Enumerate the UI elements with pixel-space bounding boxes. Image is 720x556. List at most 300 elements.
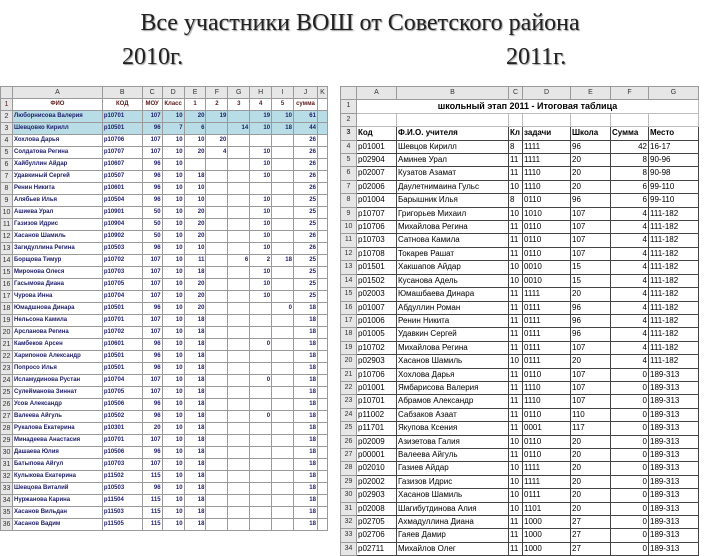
score-cell[interactable] — [228, 243, 250, 255]
school-cell[interactable]: 110 — [571, 408, 611, 421]
school-cell[interactable]: 15 — [571, 274, 611, 287]
school-cell[interactable]: 20 — [571, 180, 611, 193]
sum-cell[interactable]: 18 — [293, 423, 317, 435]
score-cell[interactable] — [250, 387, 272, 399]
score-cell[interactable] — [228, 519, 250, 531]
sum-cell[interactable]: 44 — [293, 123, 317, 135]
name-cell[interactable]: Чурова Инна — [12, 291, 102, 303]
row-number[interactable]: 29 — [1, 435, 13, 447]
score-cell[interactable] — [206, 219, 228, 231]
sum-cell[interactable]: 6 — [611, 180, 649, 193]
table-cell[interactable] — [523, 113, 571, 126]
code-cell[interactable]: p02903 — [357, 355, 397, 368]
table-cell[interactable] — [317, 123, 327, 135]
tasks-cell[interactable]: 0110 — [523, 194, 571, 207]
code-cell[interactable]: р10501 — [102, 303, 142, 315]
sum-cell[interactable]: 18 — [293, 507, 317, 519]
sum-cell[interactable]: 26 — [293, 183, 317, 195]
sum-cell[interactable]: 4 — [611, 274, 649, 287]
code-cell[interactable]: р10701 — [102, 315, 142, 327]
column-header[interactable]: Код — [357, 127, 397, 140]
class-cell[interactable]: 11 — [509, 221, 523, 234]
table-cell[interactable] — [317, 279, 327, 291]
row-number[interactable]: 10 — [1, 207, 13, 219]
code-cell[interactable]: р10704 — [102, 375, 142, 387]
score-cell[interactable]: 20 — [184, 231, 206, 243]
score-cell[interactable] — [250, 507, 272, 519]
table-cell[interactable] — [317, 195, 327, 207]
table-cell[interactable] — [317, 387, 327, 399]
score-cell[interactable] — [250, 135, 272, 147]
row-number[interactable]: 17 — [1, 291, 13, 303]
row-number[interactable]: 5 — [1, 147, 13, 159]
name-cell[interactable]: Загидуллина Регина — [12, 243, 102, 255]
table-cell[interactable] — [317, 147, 327, 159]
score-cell[interactable] — [272, 183, 294, 195]
school-cell[interactable]: 107 — [142, 279, 162, 291]
name-cell[interactable]: Михайлова Регина — [397, 341, 509, 354]
code-cell[interactable]: p02706 — [357, 529, 397, 542]
score-cell[interactable] — [206, 483, 228, 495]
column-letter[interactable]: D — [162, 87, 184, 99]
sum-cell[interactable]: 4 — [611, 355, 649, 368]
column-header[interactable]: Кл — [509, 127, 523, 140]
row-number[interactable]: 30 — [1, 447, 13, 459]
name-cell[interactable]: Ахмадуллина Диана — [397, 516, 509, 529]
name-cell[interactable]: Ямбарисова Валерия — [397, 381, 509, 394]
place-cell[interactable]: 189-313 — [649, 368, 699, 381]
name-cell[interactable]: Аминев Урал — [397, 154, 509, 167]
code-cell[interactable]: р10301 — [102, 423, 142, 435]
score-cell[interactable]: 2 — [250, 255, 272, 267]
place-cell[interactable]: 111-182 — [649, 247, 699, 260]
sum-cell[interactable]: 18 — [293, 483, 317, 495]
class-cell[interactable]: 10 — [509, 180, 523, 193]
score-cell[interactable] — [206, 351, 228, 363]
score-cell[interactable] — [272, 207, 294, 219]
class-cell[interactable]: 10 — [162, 267, 184, 279]
column-letter[interactable] — [341, 87, 357, 100]
row-number[interactable]: 34 — [341, 542, 357, 555]
score-cell[interactable] — [272, 519, 294, 531]
table-cell[interactable] — [317, 327, 327, 339]
sum-cell[interactable]: 26 — [293, 135, 317, 147]
table-cell[interactable] — [317, 471, 327, 483]
school-cell[interactable]: 96 — [142, 123, 162, 135]
sum-cell[interactable]: 26 — [293, 171, 317, 183]
score-cell[interactable] — [272, 435, 294, 447]
name-cell[interactable]: Сатнова Камила — [397, 234, 509, 247]
class-cell[interactable]: 11 — [509, 341, 523, 354]
score-cell[interactable] — [228, 159, 250, 171]
class-cell[interactable]: 10 — [509, 462, 523, 475]
row-number[interactable]: 18 — [1, 303, 13, 315]
row-number[interactable]: 2 — [1, 111, 13, 123]
school-cell[interactable]: 107 — [142, 459, 162, 471]
row-number[interactable]: 20 — [341, 355, 357, 368]
score-cell[interactable] — [228, 351, 250, 363]
table-cell[interactable] — [317, 267, 327, 279]
class-cell[interactable]: 10 — [162, 111, 184, 123]
sum-cell[interactable]: 8 — [611, 154, 649, 167]
row-number[interactable]: 12 — [1, 231, 13, 243]
school-cell[interactable]: 20 — [571, 435, 611, 448]
score-cell[interactable] — [228, 195, 250, 207]
table-cell[interactable] — [317, 399, 327, 411]
column-letter[interactable]: J — [293, 87, 317, 99]
sum-cell[interactable]: 18 — [293, 519, 317, 531]
score-cell[interactable]: 19 — [250, 111, 272, 123]
column-letter[interactable]: G — [649, 87, 699, 100]
table-cell[interactable] — [649, 113, 699, 126]
column-letter[interactable]: G — [228, 87, 250, 99]
sum-cell[interactable]: 4 — [611, 207, 649, 220]
code-cell[interactable]: р10703 — [102, 459, 142, 471]
place-cell[interactable]: 90-96 — [649, 154, 699, 167]
sum-cell[interactable]: 18 — [293, 351, 317, 363]
code-cell[interactable]: р10705 — [102, 387, 142, 399]
row-number[interactable]: 27 — [341, 448, 357, 461]
score-cell[interactable] — [228, 291, 250, 303]
column-letter[interactable]: B — [397, 87, 509, 100]
row-number[interactable]: 5 — [341, 154, 357, 167]
score-cell[interactable] — [228, 363, 250, 375]
school-cell[interactable]: 96 — [142, 411, 162, 423]
sum-cell[interactable]: 0 — [611, 462, 649, 475]
code-cell[interactable]: р10701 — [102, 435, 142, 447]
score-cell[interactable]: 6 — [184, 123, 206, 135]
score-cell[interactable] — [272, 471, 294, 483]
name-cell[interactable]: Хасанов Шамиль — [12, 231, 102, 243]
score-cell[interactable] — [206, 375, 228, 387]
score-cell[interactable] — [206, 363, 228, 375]
score-cell[interactable]: 18 — [184, 387, 206, 399]
school-cell[interactable]: 20 — [571, 489, 611, 502]
code-cell[interactable]: р10502 — [102, 411, 142, 423]
class-cell[interactable]: 10 — [162, 291, 184, 303]
tasks-cell[interactable]: 0111 — [523, 314, 571, 327]
score-cell[interactable] — [228, 459, 250, 471]
score-cell[interactable] — [206, 183, 228, 195]
score-cell[interactable]: 0 — [250, 375, 272, 387]
code-cell[interactable]: р10504 — [102, 195, 142, 207]
class-cell[interactable]: 10 — [162, 147, 184, 159]
score-cell[interactable] — [206, 435, 228, 447]
name-cell[interactable]: Сулейманова Зиннат — [12, 387, 102, 399]
row-number[interactable]: 19 — [341, 341, 357, 354]
code-cell[interactable]: р10702 — [102, 255, 142, 267]
class-cell[interactable]: 10 — [162, 195, 184, 207]
score-cell[interactable]: 10 — [250, 243, 272, 255]
score-cell[interactable] — [272, 483, 294, 495]
school-cell[interactable]: 107 — [571, 395, 611, 408]
table-cell[interactable] — [317, 171, 327, 183]
table-cell[interactable] — [397, 113, 509, 126]
name-cell[interactable]: Абрамов Александр — [397, 395, 509, 408]
score-cell[interactable]: 20 — [184, 303, 206, 315]
code-cell[interactable]: p00001 — [357, 448, 397, 461]
school-cell[interactable]: 107 — [142, 111, 162, 123]
score-cell[interactable]: 0 — [250, 411, 272, 423]
score-cell[interactable] — [272, 387, 294, 399]
name-cell[interactable]: Борщова Тимур — [12, 255, 102, 267]
name-cell[interactable]: Юмадшнова Динара — [12, 303, 102, 315]
score-cell[interactable]: 18 — [272, 123, 294, 135]
place-cell[interactable]: 189-313 — [649, 381, 699, 394]
tasks-cell[interactable]: 1110 — [523, 180, 571, 193]
table-cell[interactable] — [317, 507, 327, 519]
code-cell[interactable]: p01006 — [357, 314, 397, 327]
row-number[interactable]: 26 — [1, 399, 13, 411]
row-number[interactable]: 15 — [341, 288, 357, 301]
code-cell[interactable]: р11503 — [102, 507, 142, 519]
table-cell[interactable] — [317, 447, 327, 459]
school-cell[interactable]: 20 — [571, 167, 611, 180]
sum-cell[interactable]: 0 — [611, 489, 649, 502]
score-cell[interactable] — [206, 291, 228, 303]
class-cell[interactable]: 10 — [162, 507, 184, 519]
place-cell[interactable]: 189-313 — [649, 395, 699, 408]
class-cell[interactable]: 11 — [509, 529, 523, 542]
score-cell[interactable] — [272, 195, 294, 207]
sum-cell[interactable]: 25 — [293, 195, 317, 207]
name-cell[interactable]: Удавкин Сергей — [397, 328, 509, 341]
class-cell[interactable]: 11 — [509, 328, 523, 341]
row-number[interactable]: 34 — [1, 495, 13, 507]
tasks-cell[interactable]: 1000 — [523, 516, 571, 529]
score-cell[interactable] — [272, 507, 294, 519]
sum-cell[interactable]: 6 — [611, 194, 649, 207]
row-number[interactable]: 8 — [1, 183, 13, 195]
score-cell[interactable]: 19 — [206, 111, 228, 123]
column-header[interactable]: 3 — [228, 99, 250, 111]
column-letter[interactable]: C — [509, 87, 523, 100]
score-cell[interactable] — [206, 171, 228, 183]
school-cell[interactable]: 107 — [571, 221, 611, 234]
score-cell[interactable] — [250, 315, 272, 327]
column-letter[interactable]: D — [523, 87, 571, 100]
score-cell[interactable] — [250, 495, 272, 507]
school-cell[interactable]: 107 — [142, 375, 162, 387]
score-cell[interactable] — [206, 447, 228, 459]
sum-cell[interactable]: 25 — [293, 291, 317, 303]
sum-cell[interactable]: 18 — [293, 495, 317, 507]
score-cell[interactable]: 18 — [184, 447, 206, 459]
class-cell[interactable]: 7 — [162, 123, 184, 135]
place-cell[interactable]: 111-182 — [649, 274, 699, 287]
table-cell[interactable] — [317, 111, 327, 123]
score-cell[interactable]: 10 — [272, 111, 294, 123]
sum-cell[interactable]: 18 — [293, 435, 317, 447]
code-cell[interactable]: р10503 — [102, 483, 142, 495]
code-cell[interactable]: р10506 — [102, 447, 142, 459]
sum-cell[interactable]: 0 — [611, 516, 649, 529]
class-cell[interactable]: 10 — [162, 495, 184, 507]
score-cell[interactable] — [228, 207, 250, 219]
name-cell[interactable]: Хохлова Дарья — [397, 368, 509, 381]
place-cell[interactable]: 99-110 — [649, 194, 699, 207]
score-cell[interactable] — [206, 123, 228, 135]
place-cell[interactable]: 111-182 — [649, 341, 699, 354]
sum-cell[interactable]: 4 — [611, 234, 649, 247]
score-cell[interactable] — [206, 243, 228, 255]
class-cell[interactable]: 10 — [509, 274, 523, 287]
school-cell[interactable]: 115 — [142, 519, 162, 531]
sum-cell[interactable]: 4 — [611, 314, 649, 327]
row-number[interactable]: 19 — [1, 315, 13, 327]
score-cell[interactable]: 10 — [250, 147, 272, 159]
code-cell[interactable]: p02903 — [357, 489, 397, 502]
row-number[interactable]: 3 — [1, 123, 13, 135]
score-cell[interactable]: 18 — [184, 267, 206, 279]
sum-cell[interactable]: 25 — [293, 255, 317, 267]
score-cell[interactable] — [228, 483, 250, 495]
name-cell[interactable]: Камбеков Арсен — [12, 339, 102, 351]
row-number[interactable]: 6 — [1, 159, 13, 171]
code-cell[interactable]: p10702 — [357, 341, 397, 354]
row-number[interactable]: 7 — [1, 171, 13, 183]
class-cell[interactable]: 11 — [509, 154, 523, 167]
column-letter[interactable]: F — [611, 87, 649, 100]
table-cell[interactable] — [317, 219, 327, 231]
column-letter[interactable]: I — [272, 87, 294, 99]
score-cell[interactable] — [272, 291, 294, 303]
score-cell[interactable] — [250, 423, 272, 435]
code-cell[interactable]: р10901 — [102, 207, 142, 219]
name-cell[interactable]: Кузатов Азамат — [397, 167, 509, 180]
table-cell[interactable] — [317, 291, 327, 303]
name-cell[interactable]: Шевцова Виталий — [12, 483, 102, 495]
score-cell[interactable]: 10 — [250, 171, 272, 183]
place-cell[interactable]: 111-182 — [649, 261, 699, 274]
score-cell[interactable]: 6 — [228, 255, 250, 267]
score-cell[interactable] — [206, 495, 228, 507]
place-cell[interactable]: 189-313 — [649, 422, 699, 435]
name-cell[interactable]: Минадеева Анастасия — [12, 435, 102, 447]
score-cell[interactable] — [206, 399, 228, 411]
column-header[interactable]: 4 — [250, 99, 272, 111]
column-letter[interactable]: A — [12, 87, 102, 99]
name-cell[interactable]: Хайбуллин Айдар — [12, 159, 102, 171]
school-cell[interactable]: 20 — [571, 288, 611, 301]
score-cell[interactable] — [272, 447, 294, 459]
code-cell[interactable]: p01501 — [357, 261, 397, 274]
sum-cell[interactable]: 4 — [611, 301, 649, 314]
code-cell[interactable]: р11504 — [102, 495, 142, 507]
score-cell[interactable]: 10 — [184, 183, 206, 195]
score-cell[interactable] — [250, 327, 272, 339]
score-cell[interactable]: 10 — [250, 159, 272, 171]
name-cell[interactable]: Газизов Идрис — [397, 475, 509, 488]
school-cell[interactable]: 107 — [571, 234, 611, 247]
row-number[interactable]: 1 — [341, 100, 357, 113]
score-cell[interactable]: 10 — [184, 195, 206, 207]
table-cell[interactable] — [317, 135, 327, 147]
table-cell[interactable] — [317, 435, 327, 447]
score-cell[interactable] — [228, 231, 250, 243]
place-cell[interactable]: 111-182 — [649, 355, 699, 368]
row-number[interactable]: 24 — [341, 408, 357, 421]
code-cell[interactable]: p11701 — [357, 422, 397, 435]
school-cell[interactable]: 96 — [142, 339, 162, 351]
school-cell[interactable]: 96 — [571, 328, 611, 341]
school-cell[interactable]: 107 — [142, 135, 162, 147]
code-cell[interactable]: р11505 — [102, 519, 142, 531]
score-cell[interactable]: 10 — [250, 123, 272, 135]
code-cell[interactable]: р10704 — [102, 291, 142, 303]
class-cell[interactable]: 10 — [509, 502, 523, 515]
name-cell[interactable]: Якупова Ксения — [397, 422, 509, 435]
place-cell[interactable]: 111-182 — [649, 221, 699, 234]
code-cell[interactable]: р10503 — [102, 243, 142, 255]
score-cell[interactable] — [250, 303, 272, 315]
score-cell[interactable]: 10 — [250, 279, 272, 291]
school-cell[interactable]: 107 — [142, 315, 162, 327]
name-cell[interactable]: Даулетнимаина Гульс — [397, 180, 509, 193]
sum-cell[interactable]: 25 — [293, 267, 317, 279]
score-cell[interactable]: 14 — [228, 123, 250, 135]
sum-cell[interactable]: 25 — [293, 279, 317, 291]
class-cell[interactable]: 11 — [509, 301, 523, 314]
school-cell[interactable]: 50 — [142, 207, 162, 219]
sum-cell[interactable]: 26 — [293, 147, 317, 159]
class-cell[interactable]: 10 — [509, 475, 523, 488]
school-cell[interactable]: 107 — [142, 387, 162, 399]
name-cell[interactable]: Кусанова Адель — [397, 274, 509, 287]
sum-cell[interactable]: 18 — [293, 303, 317, 315]
school-cell[interactable]: 96 — [142, 363, 162, 375]
score-cell[interactable]: 0 — [250, 339, 272, 351]
row-number[interactable]: 12 — [341, 247, 357, 260]
score-cell[interactable] — [272, 327, 294, 339]
school-cell[interactable]: 107 — [142, 291, 162, 303]
score-cell[interactable]: 18 — [184, 171, 206, 183]
table-cell[interactable] — [317, 375, 327, 387]
sum-cell[interactable]: 0 — [611, 381, 649, 394]
score-cell[interactable] — [250, 183, 272, 195]
sheet-title[interactable]: школьный этап 2011 - Итоговая таблица — [357, 100, 699, 113]
table-cell[interactable] — [571, 113, 611, 126]
tasks-cell[interactable]: 0010 — [523, 274, 571, 287]
name-cell[interactable]: Алябьев Илья — [12, 195, 102, 207]
place-cell[interactable]: 111-182 — [649, 301, 699, 314]
score-cell[interactable]: 10 — [250, 291, 272, 303]
tasks-cell[interactable]: 0110 — [523, 247, 571, 260]
score-cell[interactable]: 10 — [184, 243, 206, 255]
table-cell[interactable] — [317, 243, 327, 255]
score-cell[interactable] — [206, 255, 228, 267]
sum-cell[interactable]: 0 — [611, 422, 649, 435]
sum-cell[interactable]: 18 — [293, 339, 317, 351]
row-number[interactable]: 33 — [1, 483, 13, 495]
school-cell[interactable]: 107 — [571, 368, 611, 381]
class-cell[interactable]: 11 — [509, 381, 523, 394]
table-cell[interactable] — [317, 315, 327, 327]
school-cell[interactable]: 96 — [142, 447, 162, 459]
sum-cell[interactable]: 8 — [611, 167, 649, 180]
table-cell[interactable] — [317, 99, 327, 111]
code-cell[interactable]: p01001 — [357, 140, 397, 153]
place-cell[interactable]: 189-313 — [649, 448, 699, 461]
code-cell[interactable]: p10701 — [357, 395, 397, 408]
score-cell[interactable] — [206, 327, 228, 339]
score-cell[interactable] — [206, 159, 228, 171]
score-cell[interactable] — [228, 267, 250, 279]
column-header[interactable]: Класс — [162, 99, 184, 111]
column-header[interactable]: КОД — [102, 99, 142, 111]
place-cell[interactable]: 90-98 — [649, 167, 699, 180]
column-header[interactable]: сумма — [293, 99, 317, 111]
